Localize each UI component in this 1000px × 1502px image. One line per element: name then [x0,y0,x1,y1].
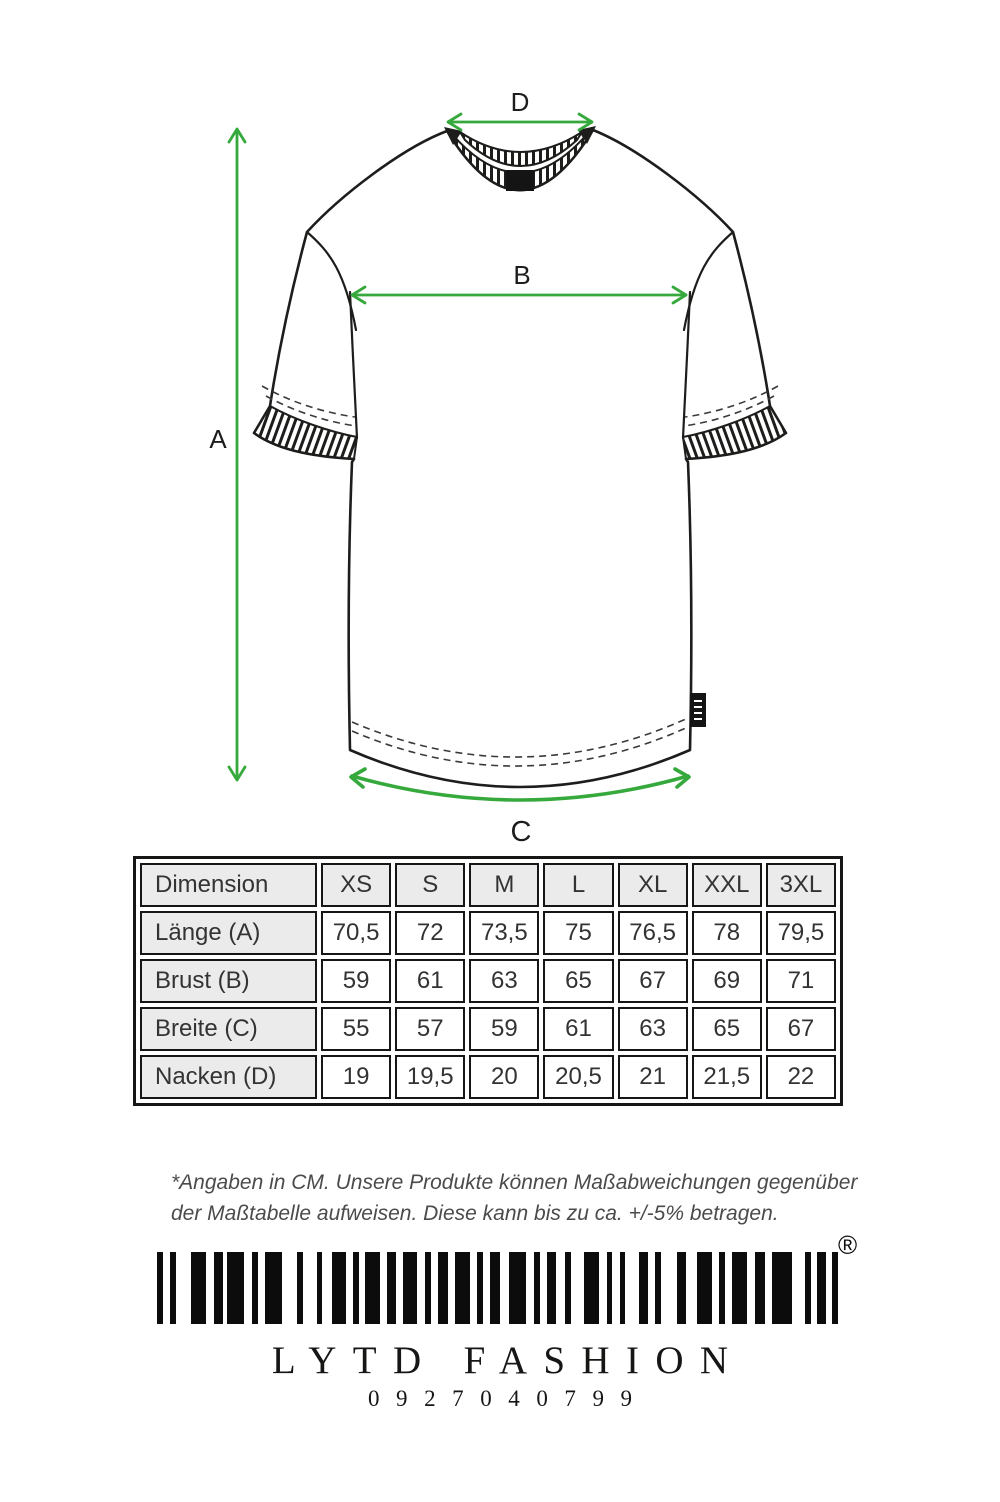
barcode-bar [252,1252,258,1324]
size-value-cell: 19 [321,1055,391,1099]
brand-article-number: 0927040799 [367,1386,649,1411]
size-value-cell: 72 [395,911,465,955]
size-value-cell: 73,5 [469,911,539,955]
column-header-size: L [543,863,613,907]
size-value-cell: 67 [766,1007,836,1051]
brand-name: LYTD FASHION [271,1339,745,1382]
size-value-cell: 59 [321,959,391,1003]
column-header-size: XL [618,863,688,907]
neck-label-tag [506,170,534,191]
barcode-bar [191,1252,206,1324]
dimension-label-a: A [209,424,227,454]
size-table-row [140,911,836,955]
size-value-cell: 65 [692,1007,762,1051]
size-value-cell: 61 [543,1007,613,1051]
tshirt-outline [254,130,786,787]
dimension-label-c: C [510,816,532,848]
dimension-label-d: D [510,87,530,117]
barcode-bar [490,1252,500,1324]
registered-trademark-symbol: ® [838,1230,858,1260]
barcode-bar [455,1252,470,1324]
size-table [133,856,843,1106]
barcode-bar [732,1252,747,1324]
size-value-cell: 22 [766,1055,836,1099]
side-seam-tag-text [694,718,702,720]
side-seam-tag-text [694,700,702,702]
size-value-cell: 65 [543,959,613,1003]
side-seam-tag-text [694,706,702,708]
barcode-bar [365,1252,380,1324]
barcode-bar [755,1252,765,1324]
barcode-bar [805,1252,811,1324]
size-value-cell: 57 [395,1007,465,1051]
column-header-size: XXL [692,863,762,907]
size-table-row [140,1007,836,1051]
barcode-bar [509,1252,526,1324]
row-label: Breite (C) [140,1007,317,1051]
barcode-bar [353,1252,359,1324]
row-label: Brust (B) [140,959,317,1003]
measurement-note [171,1167,861,1229]
barcode-bar [425,1252,431,1324]
size-value-cell: 69 [692,959,762,1003]
side-seam-tag-text [694,712,702,714]
barcode-bar [719,1252,725,1324]
barcode-bar [697,1252,712,1324]
barcode-bar [817,1252,826,1324]
size-table-row [140,959,836,1003]
size-value-cell: 70,5 [321,911,391,955]
size-value-cell: 61 [395,959,465,1003]
dimension-label-b: B [513,260,531,290]
size-value-cell: 71 [766,959,836,1003]
size-value-cell: 67 [618,959,688,1003]
size-table-header-row [140,863,836,907]
row-label: Länge (A) [140,911,317,955]
barcode-bar [170,1252,176,1324]
size-value-cell: 59 [469,1007,539,1051]
size-value-cell: 78 [692,911,762,955]
barcode-bar [607,1252,612,1324]
size-table-row [140,1055,836,1099]
size-value-cell: 19,5 [395,1055,465,1099]
side-seam-tag [690,693,706,727]
column-header-size: M [469,863,539,907]
size-value-cell: 20 [469,1055,539,1099]
size-value-cell: 63 [469,959,539,1003]
barcode-bar [677,1252,686,1324]
barcode-bar [438,1252,448,1324]
barcode-bar [565,1252,571,1324]
barcode-bar [620,1252,625,1324]
row-label: Nacken (D) [140,1055,317,1099]
barcode-bar [297,1252,303,1324]
column-header-size: 3XL [766,863,836,907]
size-value-cell: 20,5 [543,1055,613,1099]
barcode-bar [584,1252,599,1324]
size-value-cell: 75 [543,911,613,955]
size-value-cell: 21 [618,1055,688,1099]
barcode-bar [227,1252,244,1324]
barcode-bar [832,1252,838,1324]
barcode [157,1252,838,1324]
measurement-note-line1: *Angaben in CM. Unsere Produkte können Maßabweichungen gegenüber [171,1171,858,1194]
barcode-bar [214,1252,223,1324]
column-header-size: S [395,863,465,907]
size-value-cell: 76,5 [618,911,688,955]
barcode-bar [772,1252,792,1324]
barcode-bar [265,1252,282,1324]
barcode-bar [332,1252,346,1324]
column-header-size: XS [321,863,391,907]
barcode-bar [403,1252,417,1324]
barcode-bar [387,1252,396,1324]
size-value-cell: 55 [321,1007,391,1051]
size-value-cell: 79,5 [766,911,836,955]
column-header-dimension: Dimension [140,863,317,907]
size-value-cell: 63 [618,1007,688,1051]
barcode-bar [547,1252,556,1324]
barcode-bar [655,1252,661,1324]
barcode-bar [639,1252,648,1324]
measurement-note-line2: der Maßtabelle aufweisen. Diese kann bis zu ca. +/-5% betragen. [171,1202,779,1225]
barcode-bar [317,1252,322,1324]
barcode-bar [534,1252,540,1324]
size-value-cell: 21,5 [692,1055,762,1099]
barcode-bar [157,1252,163,1324]
barcode-bar [477,1252,483,1324]
